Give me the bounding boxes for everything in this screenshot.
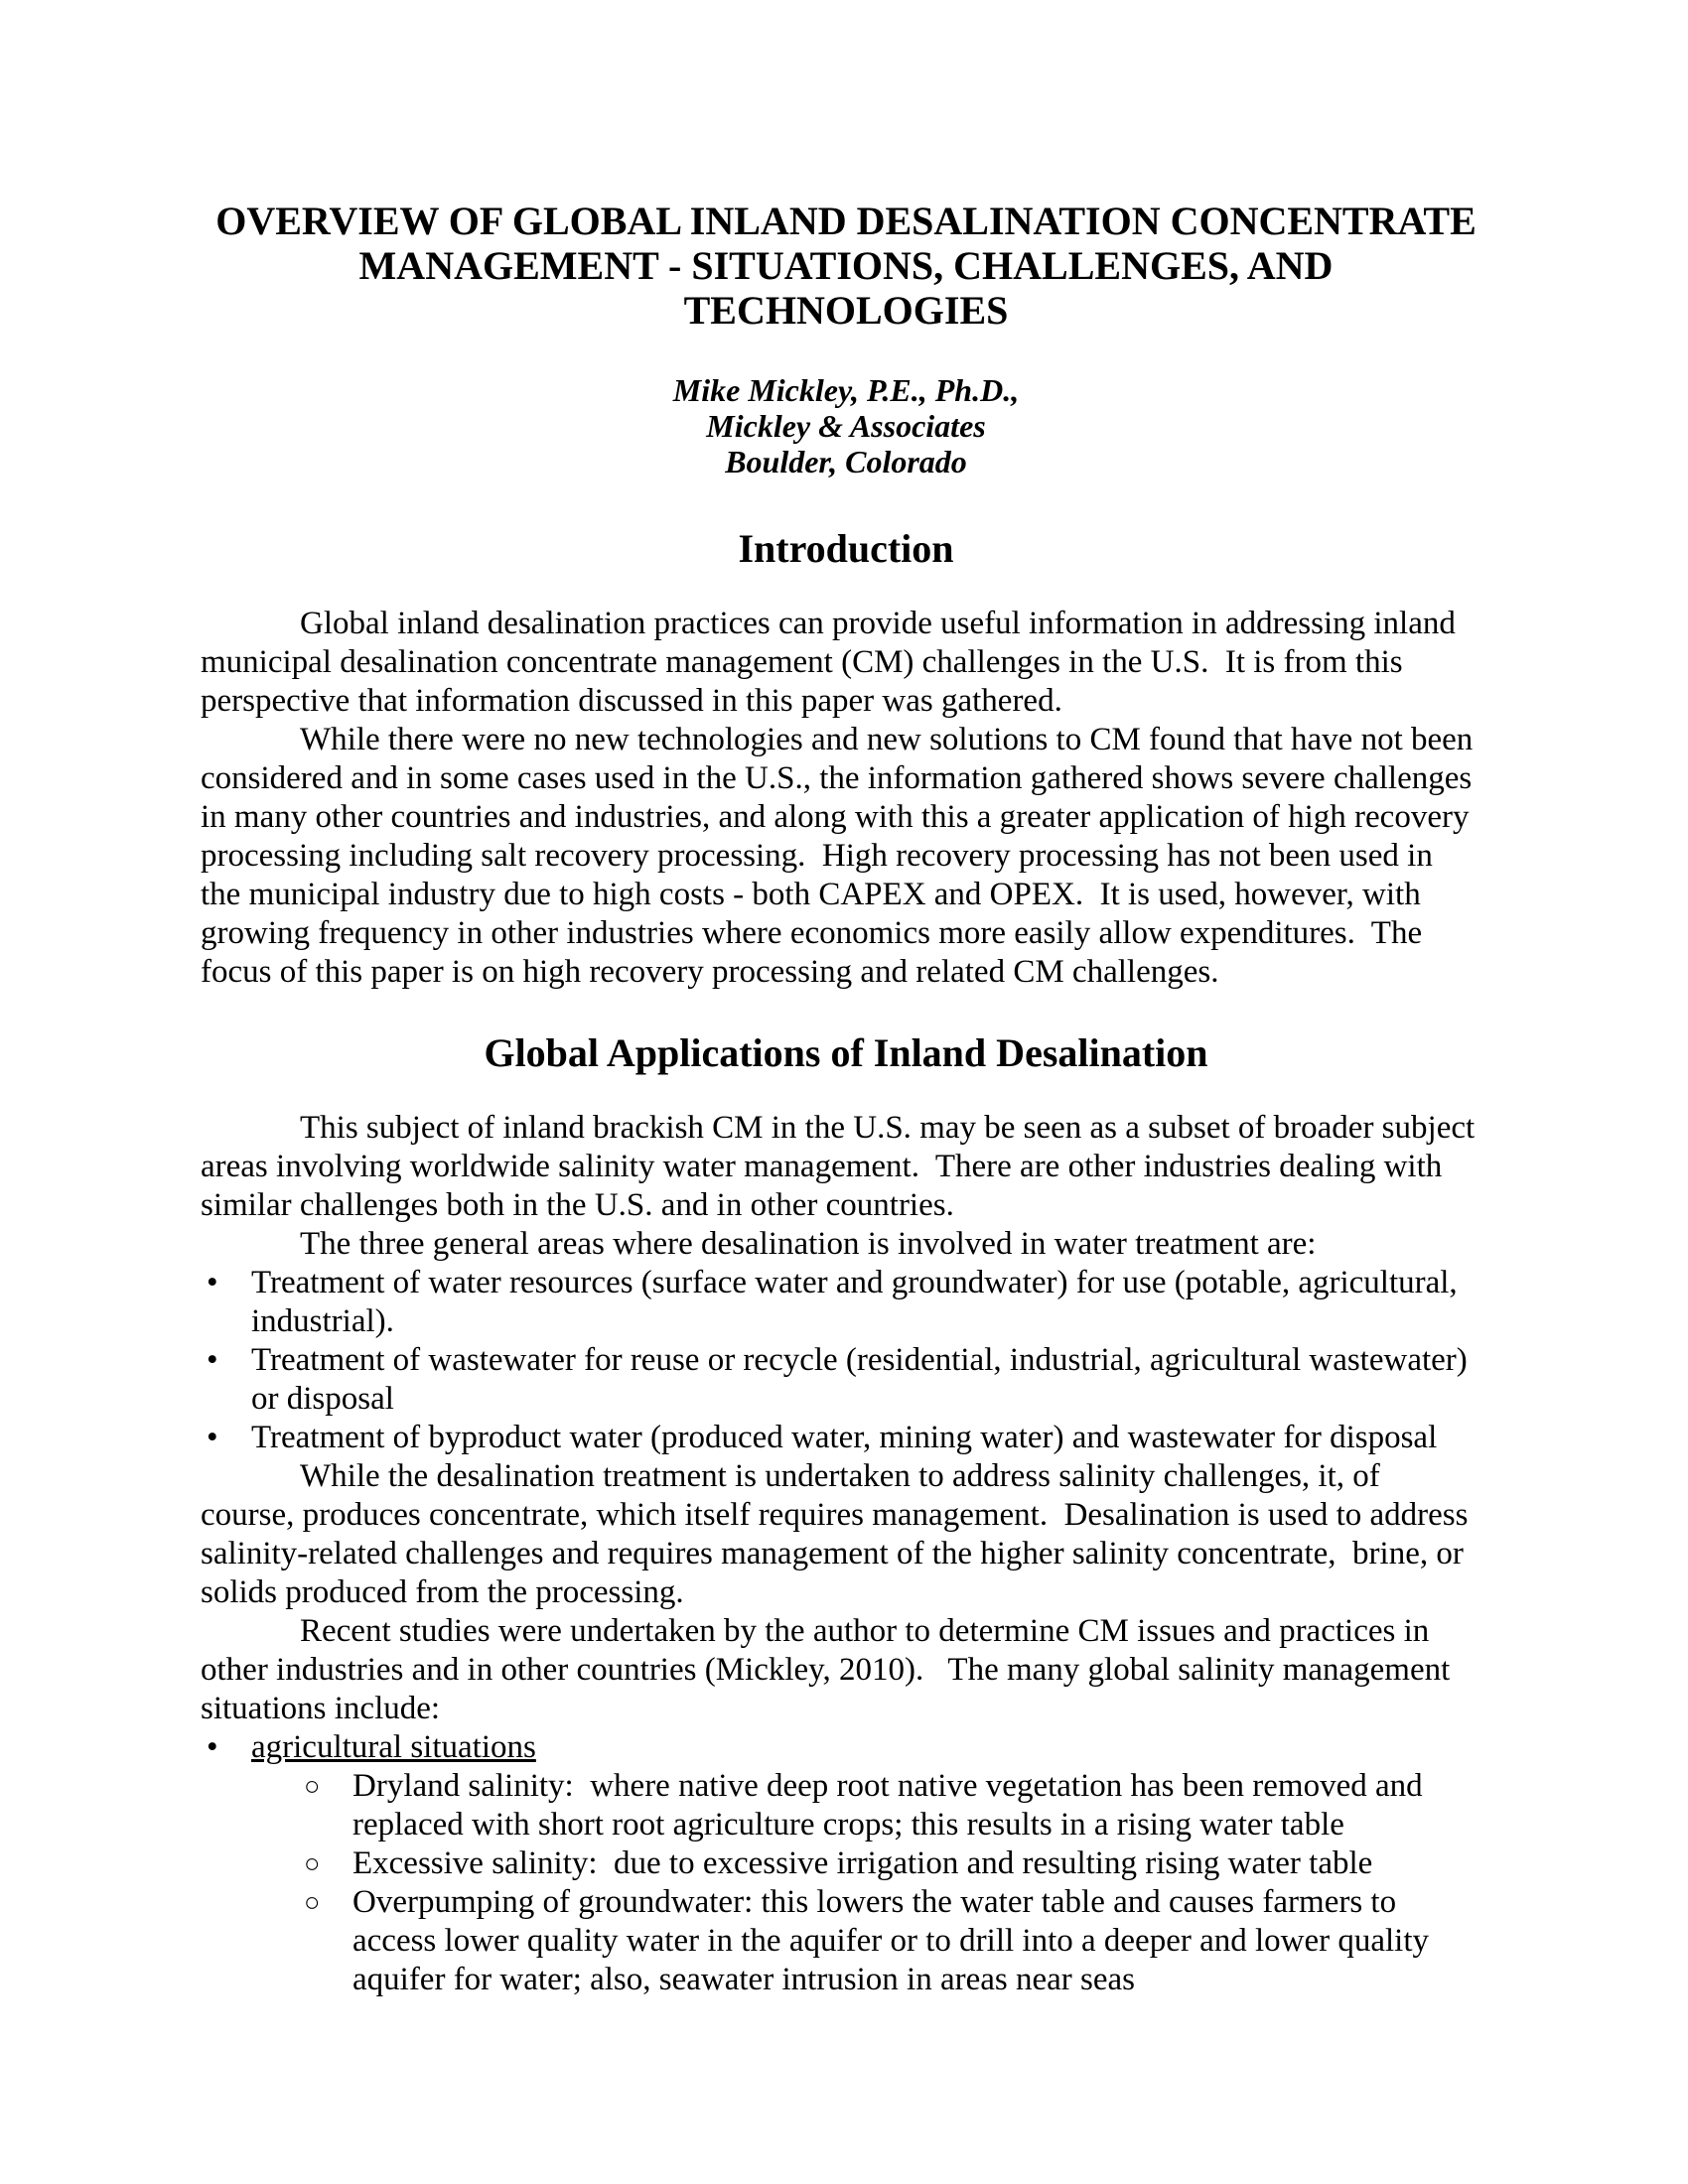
paragraph-line: considered and in some cases used in the U.S., the information gathered shows severe challenges [201, 760, 1473, 796]
paragraph-line: This subject of inland brackish CM in the U.S. may be seen as a subset of broader subject [300, 1110, 1476, 1146]
bullet-item [201, 1419, 1491, 1457]
page-content [201, 199, 1491, 1999]
bullet-text [251, 1419, 1491, 1457]
paragraph-line: growing frequency in other industries where economics more easily allow expenditures. The [201, 915, 1423, 951]
title-line: OVERVIEW OF GLOBAL INLAND DESALINATION CONCENTRATE [215, 199, 1477, 243]
author-line: Mike Mickley, P.E., Ph.D., [672, 372, 1020, 408]
bullet-line: Treatment of byproduct water (produced water, mining water) and wastewater for disposal [251, 1420, 1438, 1455]
bullet-text [352, 1844, 1491, 1883]
document-body [201, 526, 1491, 1999]
paragraph-line: situations include: [201, 1691, 441, 1726]
bullet-item [201, 1341, 1491, 1419]
bullet-circle-icon: ○ [304, 1887, 321, 1917]
section-heading: Global Applications of Inland Desalination [484, 1030, 1208, 1075]
title-line: MANAGEMENT - SITUATIONS, CHALLENGES, AND TECHNOLOGIES [358, 243, 1334, 333]
bullet-line: replaced with short root agriculture crops; this results in a rising water table [352, 1807, 1344, 1843]
paragraph [201, 1225, 1491, 1264]
author-block [201, 372, 1491, 479]
bullet-line: industrial). [251, 1303, 394, 1339]
bullet-dot-icon: • [207, 1729, 218, 1765]
bullet-item [201, 1264, 1491, 1341]
bullet-dot-icon: • [207, 1342, 218, 1378]
paragraph [201, 1612, 1491, 1728]
paragraph-line: similar challenges both in the U.S. and in other countries. [201, 1187, 954, 1223]
section-heading: Introduction [738, 526, 954, 571]
paragraph-line: While the desalination treatment is undertaken to address salinity challenges, it, of [300, 1458, 1380, 1494]
paragraph-line: municipal desalination concentrate management (CM) challenges in the U.S. It is from this [201, 644, 1403, 680]
bullet-line: aquifer for water; also, seawater intrusion in areas near seas [352, 1962, 1135, 1997]
bullet-text [251, 1264, 1491, 1341]
author-line: Mickley & Associates [706, 408, 986, 444]
paragraph-line: solids produced from the processing. [201, 1574, 684, 1610]
paragraph-line: processing including salt recovery processing. High recovery processing has not been used in [201, 838, 1433, 874]
bullet-item [201, 1728, 1491, 1767]
paragraph-line: course, produces concentrate, which itself requires management. Desalination is used to address [201, 1497, 1469, 1533]
paragraph-line: other industries and in other countries (Mickley, 2010). The many global salinity management [201, 1652, 1451, 1688]
bullet-dot-icon: • [207, 1420, 218, 1455]
bullet-line: Treatment of wastewater for reuse or recycle (residential, industrial, agricultural wastewater) [251, 1342, 1468, 1378]
paragraph [201, 1457, 1491, 1612]
bullet-text [251, 1341, 1491, 1419]
author-line: Boulder, Colorado [725, 444, 967, 479]
document-title [201, 199, 1491, 333]
bullet-line: access lower quality water in the aquifer or to drill into a deeper and lower quality [352, 1923, 1430, 1959]
bullet-line: Treatment of water resources (surface water and groundwater) for use (potable, agricultural, [251, 1265, 1458, 1300]
paragraph [201, 721, 1491, 992]
bullet-item [201, 1844, 1491, 1883]
bullet-line: Dryland salinity: where native deep root native vegetation has been removed and [352, 1768, 1423, 1804]
paragraph-line: The three general areas where desalination is involved in water treatment are: [300, 1226, 1317, 1262]
paragraph-line: perspective that information discussed in this paper was gathered. [201, 683, 1062, 719]
bullet-line: or disposal [251, 1381, 394, 1417]
paragraph-line: the municipal industry due to high costs - both CAPEX and OPEX. It is used, however, with [201, 877, 1421, 912]
paragraph-line: salinity-related challenges and requires management of the higher salinity concentrate, brine, or [201, 1536, 1464, 1571]
paragraph-line: in many other countries and industries, and along with this a greater application of high recovery [201, 799, 1470, 835]
paragraph-line: While there were no new technologies and new solutions to CM found that have not been [300, 722, 1474, 757]
bullet-line: agricultural situations [251, 1729, 536, 1765]
paragraph-line: Recent studies were undertaken by the author to determine CM issues and practices in [300, 1613, 1430, 1649]
bullet-text [352, 1883, 1491, 1999]
bullet-item [201, 1767, 1491, 1844]
bullet-text [352, 1767, 1491, 1844]
paragraph-line: Global inland desalination practices can provide useful information in addressing inland [300, 606, 1456, 641]
paragraph [201, 1109, 1491, 1225]
bullet-circle-icon: ○ [304, 1771, 321, 1801]
paragraph-line: areas involving worldwide salinity water management. There are other industries dealing with [201, 1149, 1443, 1184]
bullet-circle-icon: ○ [304, 1848, 321, 1878]
bullet-line: Excessive salinity: due to excessive irrigation and resulting rising water table [352, 1845, 1373, 1881]
bullet-dot-icon: • [207, 1265, 218, 1300]
bullet-line: Overpumping of groundwater: this lowers the water table and causes farmers to [352, 1884, 1397, 1920]
bullet-text [251, 1728, 1491, 1767]
paragraph [201, 605, 1491, 721]
paragraph-line: focus of this paper is on high recovery processing and related CM challenges. [201, 954, 1219, 990]
bullet-item [201, 1883, 1491, 1999]
